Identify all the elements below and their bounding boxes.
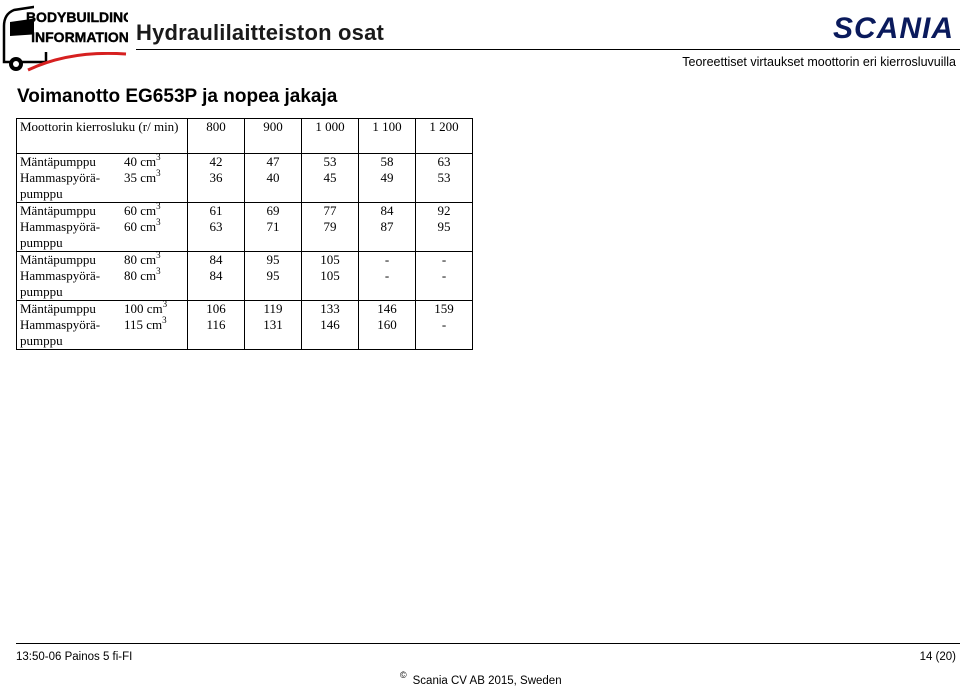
flow-value-cell: - bbox=[359, 252, 416, 269]
rpm-header-cell: 1 100 bbox=[359, 119, 416, 154]
section-title: Voimanotto EG653P ja nopea jakaja bbox=[17, 86, 338, 107]
flow-value-cell: 53 bbox=[416, 170, 473, 203]
flow-value-cell: - bbox=[416, 268, 473, 301]
pump-size-value: 100 cm bbox=[124, 301, 163, 316]
flow-value-cell: 84 bbox=[188, 268, 245, 301]
bodybuilding-information-logo bbox=[0, 0, 128, 74]
flow-value-cell: 131 bbox=[245, 317, 302, 350]
table-row bbox=[17, 317, 473, 350]
table-row bbox=[17, 268, 473, 301]
footer-edition: 13:50-06 Painos 5 fi-FI bbox=[16, 651, 133, 663]
flow-value-cell: 159 bbox=[416, 301, 473, 318]
flow-value-cell: 95 bbox=[245, 268, 302, 301]
flow-value-cell: - bbox=[359, 268, 416, 301]
footer-copyright bbox=[400, 670, 562, 687]
pump-size-value: 60 cm bbox=[124, 203, 157, 218]
unit-exponent: 3 bbox=[162, 298, 168, 309]
flow-value-cell: 79 bbox=[302, 219, 359, 252]
table-row bbox=[17, 219, 473, 252]
pump-size-cell bbox=[121, 314, 188, 350]
flow-value-cell: 69 bbox=[245, 203, 302, 220]
flow-value-cell: 95 bbox=[245, 252, 302, 269]
flow-value-cell: 77 bbox=[302, 203, 359, 220]
flow-value-cell: 84 bbox=[359, 203, 416, 220]
rpm-header-cell: 1 000 bbox=[302, 119, 359, 154]
flow-value-cell: 105 bbox=[302, 268, 359, 301]
logo-line2: INFORMATION bbox=[31, 29, 128, 45]
pump-size-value: 80 cm bbox=[124, 252, 157, 267]
flow-value-cell: 84 bbox=[188, 252, 245, 269]
pump-size-value: 35 cm bbox=[124, 170, 157, 185]
flow-value-cell: 119 bbox=[245, 301, 302, 318]
pump-size-cell bbox=[121, 167, 188, 203]
flow-value-cell: 58 bbox=[359, 154, 416, 171]
flow-value-cell: 160 bbox=[359, 317, 416, 350]
footer-divider bbox=[16, 643, 960, 644]
pump-size-cell bbox=[121, 298, 188, 318]
pump-type-cell: Mäntäpumppu bbox=[17, 301, 122, 318]
flow-value-cell: 53 bbox=[302, 154, 359, 171]
flow-value-cell: - bbox=[416, 317, 473, 350]
table-row bbox=[17, 154, 473, 171]
flow-value-cell: 61 bbox=[188, 203, 245, 220]
header-divider bbox=[136, 49, 960, 50]
table-row bbox=[17, 170, 473, 203]
unit-exponent: 3 bbox=[156, 167, 161, 178]
unit-exponent: 3 bbox=[156, 265, 161, 276]
copyright-text: Scania CV AB 2015, Sweden bbox=[412, 675, 562, 687]
copyright-symbol: © bbox=[400, 670, 407, 680]
unit-exponent: 3 bbox=[156, 200, 161, 211]
flow-value-cell: 47 bbox=[245, 154, 302, 171]
pump-type-cell: Mäntäpumppu bbox=[17, 154, 122, 171]
pump-size-value: 80 cm bbox=[124, 268, 157, 283]
flow-value-cell: 116 bbox=[188, 317, 245, 350]
rpm-header-cell: 1 200 bbox=[416, 119, 473, 154]
flow-value-cell: 71 bbox=[245, 219, 302, 252]
unit-exponent: 3 bbox=[162, 314, 167, 325]
pump-type-cell: Mäntäpumppu bbox=[17, 203, 122, 220]
scania-logo: SCANIA bbox=[832, 12, 954, 45]
flow-value-cell: 63 bbox=[416, 154, 473, 171]
rpm-header-label: Moottorin kierrosluku (r/ min) bbox=[17, 119, 188, 154]
flow-table bbox=[16, 118, 473, 350]
flow-value-cell: 63 bbox=[188, 219, 245, 252]
pump-size-cell bbox=[121, 265, 188, 301]
pump-size-cell bbox=[121, 200, 188, 220]
flow-value-cell: 95 bbox=[416, 219, 473, 252]
table-row bbox=[17, 203, 473, 220]
flow-value-cell: 42 bbox=[188, 154, 245, 171]
flow-value-cell: 45 bbox=[302, 170, 359, 203]
flow-value-cell: 36 bbox=[188, 170, 245, 203]
pump-type-cell: Hammaspyörä- pumppu bbox=[17, 170, 122, 203]
flow-value-cell: 133 bbox=[302, 301, 359, 318]
table-header-row bbox=[17, 119, 473, 154]
flow-value-cell: 92 bbox=[416, 203, 473, 220]
pump-type-cell: Mäntäpumppu bbox=[17, 252, 122, 269]
unit-exponent: 3 bbox=[156, 151, 161, 162]
flow-value-cell: 105 bbox=[302, 252, 359, 269]
pump-size-cell bbox=[121, 151, 188, 171]
unit-exponent: 3 bbox=[156, 216, 161, 227]
flow-value-cell: 40 bbox=[245, 170, 302, 203]
table-row bbox=[17, 252, 473, 269]
rpm-header-cell: 800 bbox=[188, 119, 245, 154]
pump-size-cell bbox=[121, 249, 188, 269]
flow-value-cell: - bbox=[416, 252, 473, 269]
pump-type-cell: Hammaspyörä- pumppu bbox=[17, 268, 122, 301]
flow-value-cell: 106 bbox=[188, 301, 245, 318]
page-subtitle: Teoreettiset virtaukset moottorin eri kierrosluvuilla bbox=[682, 55, 956, 69]
page-title: Hydraulilaitteiston osat bbox=[136, 20, 385, 45]
flow-value-cell: 146 bbox=[302, 317, 359, 350]
unit-exponent: 3 bbox=[156, 249, 161, 260]
pump-size-value: 115 cm bbox=[124, 317, 163, 332]
pump-size-value: 60 cm bbox=[124, 219, 157, 234]
flow-value-cell: 146 bbox=[359, 301, 416, 318]
footer-page-number: 14 (20) bbox=[919, 651, 956, 663]
logo-line1: BODYBUILDING bbox=[25, 9, 128, 25]
pump-size-value: 40 cm bbox=[124, 154, 157, 169]
flow-value-cell: 87 bbox=[359, 219, 416, 252]
rpm-header-cell: 900 bbox=[245, 119, 302, 154]
pump-type-cell: Hammaspyörä- pumppu bbox=[17, 317, 122, 350]
table-row bbox=[17, 301, 473, 318]
flow-value-cell: 49 bbox=[359, 170, 416, 203]
pump-type-cell: Hammaspyörä- pumppu bbox=[17, 219, 122, 252]
pump-size-cell bbox=[121, 216, 188, 252]
